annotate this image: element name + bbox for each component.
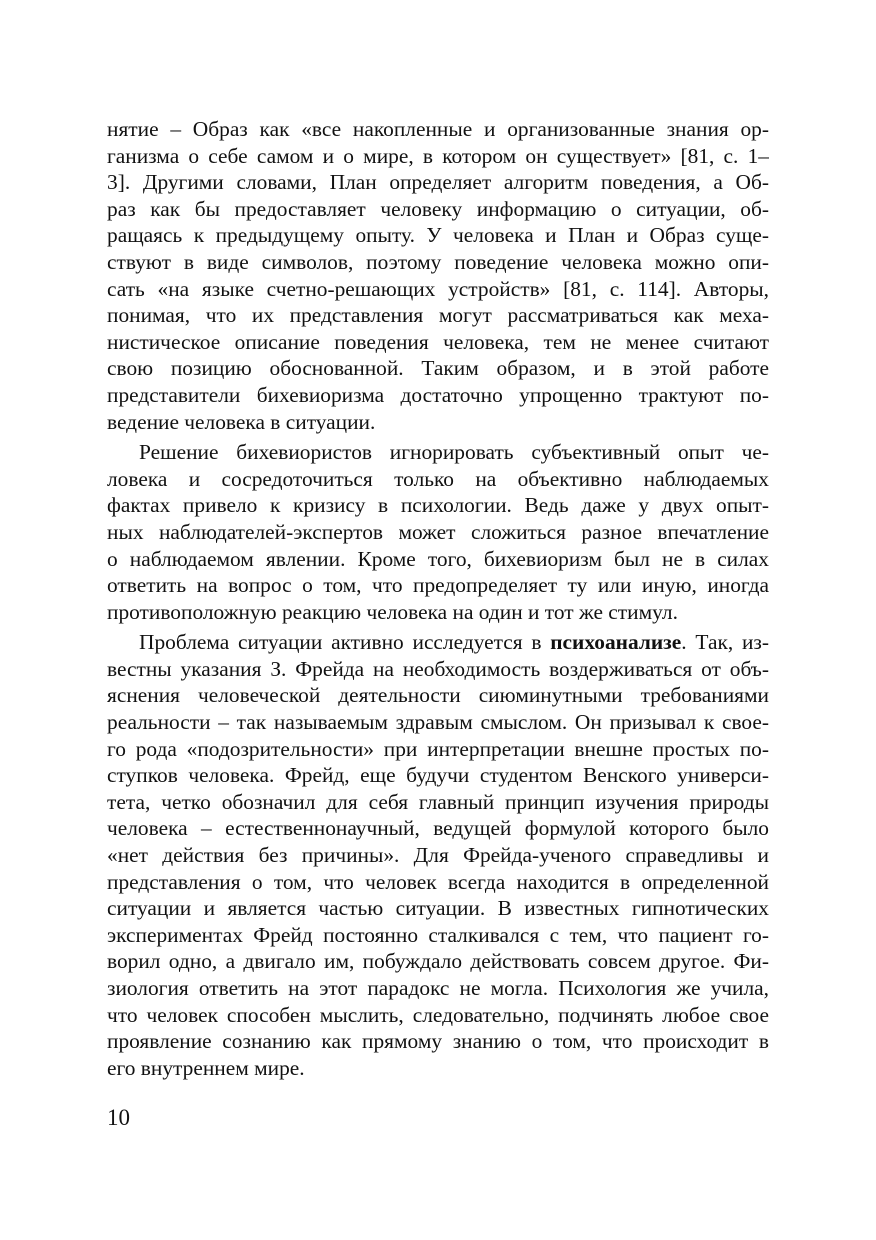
text-line: ведение человека в ситуации.	[107, 409, 376, 434]
text-line: нистическое описание поведения человека, тем не менее считают	[107, 329, 769, 354]
text-line: противоположную реакцию человека на один и тот же стимул.	[107, 599, 678, 624]
text-line: ращаясь к предыдущему опыту. У человека и План и Образ суще-	[107, 223, 769, 248]
text-line: свою позицию обоснованной. Таким образом, и в этой работе	[107, 356, 769, 381]
text-line: зиология ответить на этот парадокс не могла. Психология же учила,	[107, 976, 769, 1000]
text-line: ганизма о себе самом и о мире, в котором он существует» [81, с. 1–	[107, 143, 769, 168]
text-line: раз как бы предоставляет человеку информацию о ситуации, об-	[107, 196, 769, 221]
text-line	[107, 629, 769, 656]
text-line: ступков человека. Фрейд, еще будучи студентом Венского универси-	[107, 763, 769, 788]
text-line: ворил одно, а двигало им, побуждало действовать совсем другое. Фи-	[107, 949, 769, 974]
text-line: что человек способен мыслить, следовательно, подчинять любое свое	[107, 1002, 769, 1027]
text-line: ответить на вопрос о том, что предопределяет ту или иную, иногда	[107, 573, 769, 598]
text-line: вестны указания З. Фрейда на необходимость воздерживаться от объ-	[107, 656, 769, 681]
page-number: 10	[107, 1105, 130, 1130]
text-run: . Так, из-	[681, 630, 769, 655]
text-line: его внутреннем мире.	[107, 1055, 305, 1080]
text-line: ных наблюдателей-экспертов может сложиться разное впечатление	[107, 519, 769, 544]
text-line: го рода «подозрительности» при интерпретации внешне простых по-	[107, 736, 769, 761]
text-line: ловека и сосредоточиться только на объективно наблюдаемых	[107, 466, 769, 491]
text-line: реальности – так называемым здравым смыслом. Он призывал к свое-	[107, 710, 769, 735]
text-line: сать «на языке счетно-решающих устройств» [81, с. 114]. Авторы,	[107, 276, 769, 301]
text-line: о наблюдаемом явлении. Кроме того, бихевиоризм был не в силах	[107, 546, 769, 571]
text-line: представления о том, что человек всегда находится в определенной	[107, 869, 769, 894]
text-run: Проблема ситуации активно исследуется в	[139, 630, 551, 655]
text-line: нятие – Образ как «все накопленные и организованные знания ор-	[107, 117, 769, 141]
text-line: «нет действия без причины». Для Фрейда-ученого справедливы и	[107, 843, 769, 868]
text-line: Решение бихевиористов игнорировать субъективный опыт че-	[139, 440, 769, 465]
text-line: экспериментах Фрейд постоянно сталкивался с тем, что пациент го-	[107, 922, 769, 947]
paragraph-1	[107, 116, 769, 435]
text-line: представители бихевиоризма достаточно упрощенно трактуют по-	[107, 382, 769, 407]
text-line: человека – естественнонаучный, ведущей формулой которого было	[107, 816, 769, 841]
text-line: фактах привело к кризису в психологии. Ведь даже у двух опыт-	[107, 493, 769, 518]
text-line: ствуют в виде символов, поэтому поведение человека можно опи-	[107, 249, 769, 274]
paragraph-2	[107, 439, 769, 625]
body-text	[107, 116, 769, 1081]
paragraph-3	[107, 629, 769, 1081]
text-line: понимая, что их представления могут рассматриваться как меха-	[107, 303, 769, 328]
text-line: яснения человеческой деятельности сиюминутными требованиями	[107, 683, 769, 708]
text-line: тета, четко обозначил для себя главный принцип изучения природы	[107, 789, 769, 814]
text-line: проявление сознанию как прямому знанию о том, что происходит в	[107, 1029, 769, 1054]
text-line: ситуации и является частью ситуации. В известных гипнотических	[107, 896, 769, 921]
text-line: 3]. Другими словами, План определяет алгоритм поведения, а Об-	[107, 170, 769, 195]
bold-term: психоанализе	[550, 630, 682, 655]
